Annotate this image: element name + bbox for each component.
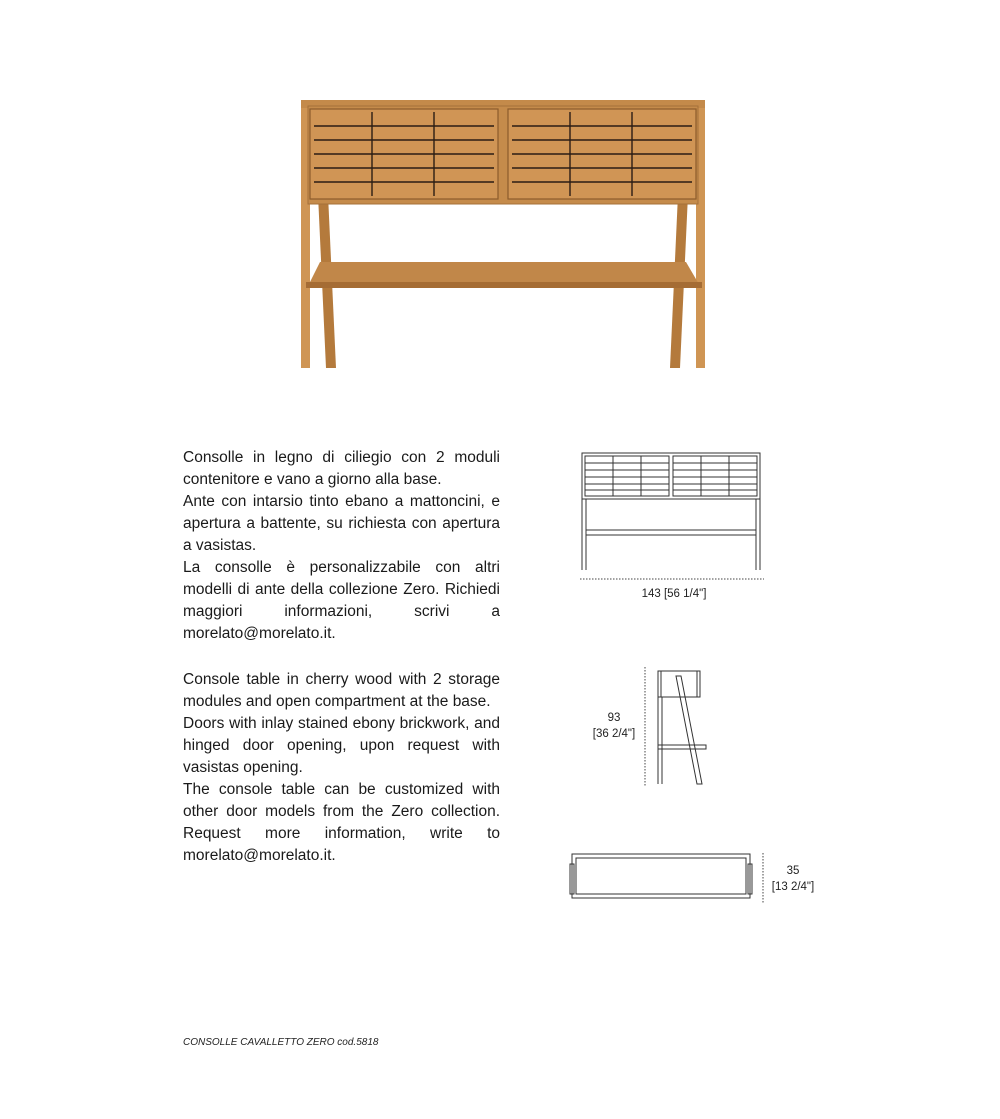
paragraph: Consolle in legno di ciliegio con 2 moduli contenitore e vano a giorno alla base. — [183, 449, 500, 488]
paragraph: Ante con intarsio tinto ebano a mattoncini, e apertura a battente, su richiesta con apertura a vasistas. — [183, 493, 500, 554]
side-view-drawing — [640, 664, 712, 790]
depth-value: 35 — [786, 865, 800, 877]
height-value: 93 — [607, 712, 621, 724]
height-inches: [36 2/4"] — [592, 728, 636, 740]
depth-dimension-label — [764, 863, 822, 895]
paragraph: The console table can be customized with other door models from the Zero collection. Request more information, write to morelato@morelato.it. — [183, 781, 500, 864]
description-english — [183, 669, 500, 867]
paragraph: Console table in cherry wood with 2 storage modules and open compartment at the base. — [183, 671, 500, 710]
description-italian — [183, 447, 500, 645]
top-view-drawing — [566, 850, 770, 906]
depth-inches: [13 2/4"] — [771, 881, 815, 893]
height-dimension-label — [588, 710, 640, 742]
front-view-drawing — [576, 450, 768, 586]
paragraph: Doors with inlay stained ebony brickwork, and hinged door opening, upon request with vasistas opening. — [183, 715, 500, 776]
product-photo — [296, 96, 710, 372]
paragraph: La consolle è personalizzabile con altri modelli di ante della collezione Zero. Richiedi maggiori informazioni, scrivi a morelato@morelato.it. — [183, 559, 500, 642]
product-code-footer: CONSOLLE CAVALLETTO ZERO cod.5818 — [183, 1037, 379, 1048]
width-dimension-label: 143 [56 1/4"] — [641, 588, 707, 600]
